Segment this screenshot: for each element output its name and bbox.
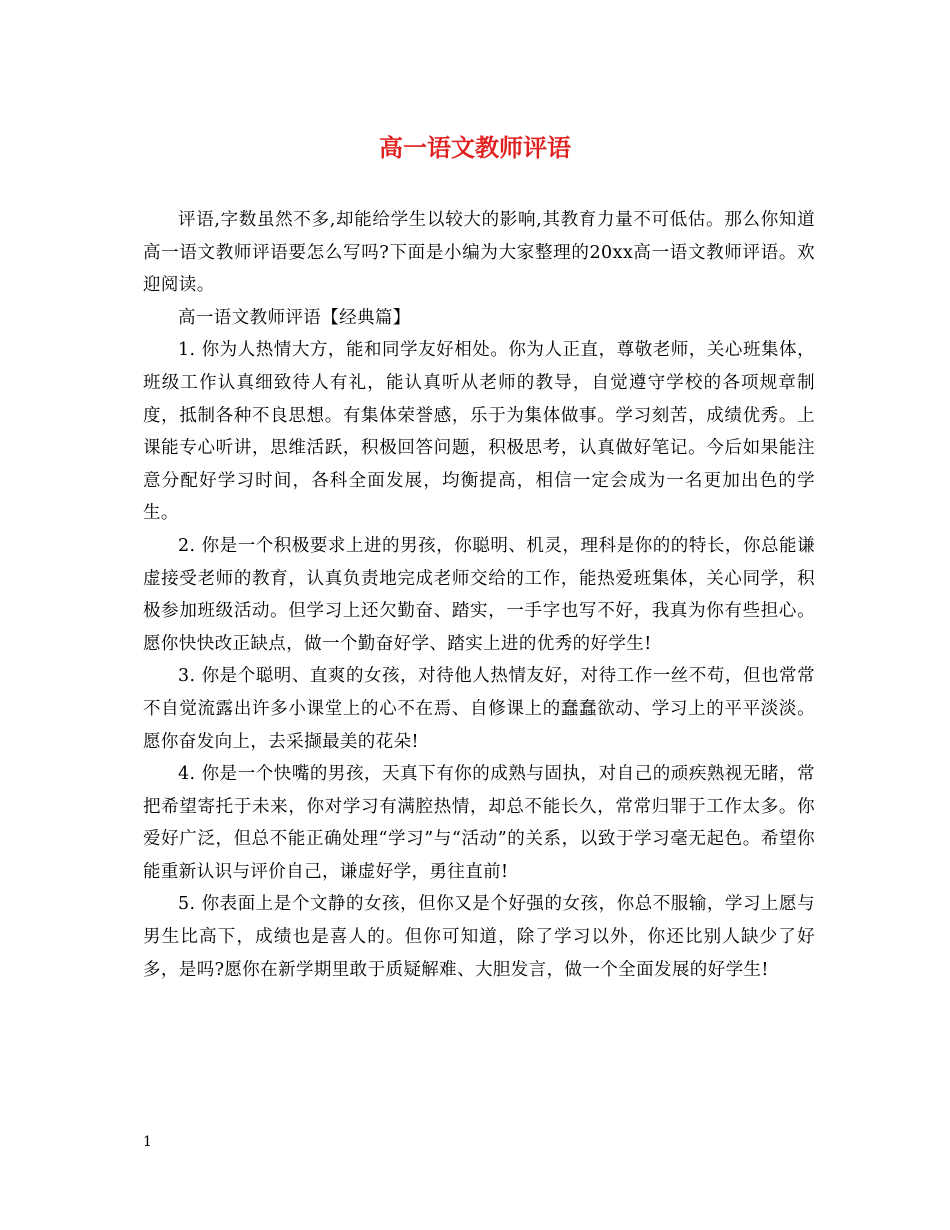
page-number: 1 [143, 1134, 152, 1150]
paragraph-intro: 评语,字数虽然不多,却能给学生以较大的影响,其教育力量不可低估。那么你知道高一语文教师评语要怎么写吗?下面是小编为大家整理的20xx高一语文教师评语。欢迎阅读。 [143, 210, 815, 296]
paragraph-comment-3: 3. 你是个聪明、直爽的女孩，对待他人热情友好，对待工作一丝不苟，但也常常不自觉流露出许多小课堂上的心不在焉、自修课上的蠢蠢欲动、学习上的平平淡淡。愿你奋发向上，去采撷最美的花朵! [143, 666, 815, 752]
paragraph-comment-4: 4. 你是一个快嘴的男孩，天真下有你的成熟与固执，对自己的顽疾熟视无睹，常把希望寄托于未来，你对学习有满腔热情，却总不能长久，常常归罪于工作太多。你爱好广泛，但总不能正确处理“学习”与“活动”的关系，以致于学习毫无起色。希望你能重新认识与评价自己，谦虚好学，勇往直前! [143, 764, 815, 882]
paragraph-comment-2: 2. 你是一个积极要求上进的男孩，你聪明、机灵，理科是你的的特长，你总能谦虚接受老师的教育，认真负责地完成老师交给的工作，能热爱班集体，关心同学，积极参加班级活动。但学习上还欠勤奋、踏实，一手字也写不好，我真为你有些担心。愿你快快改正缺点，做一个勤奋好学、踏实上进的优秀的好学生! [143, 535, 815, 654]
section-heading: 高一语文教师评语【经典篇】 [178, 307, 411, 328]
document-title: 高一语文教师评语 [379, 133, 571, 162]
document-body [143, 204, 815, 986]
paragraph-comment-5: 5. 你表面上是个文静的女孩，但你又是个好强的女孩，你总不服输，学习上愿与男生比高下，成绩也是喜人的。但你可知道，除了学习以外，你还比别人缺少了好多，是吗?愿你在新学期里敢于质疑解难、大胆发言，做一个全面发展的好学生! [143, 894, 815, 980]
paragraph-comment-1: 1. 你为人热情大方，能和同学友好相处。你为人正直，尊敬老师，关心班集体，班级工作认真细致待人有礼，能认真听从老师的教导，自觉遵守学校的各项规章制度，抵制各种不良思想。有集体荣誉感，乐于为集体做事。学习刻苦，成绩优秀。上课能专心听讲，思维活跃，积极回答问题，积极思考，认真做好笔记。今后如果能注意分配好学习时间，各科全面发展，均衡提高，相信一定会成为一名更加出色的学生。 [143, 340, 815, 524]
